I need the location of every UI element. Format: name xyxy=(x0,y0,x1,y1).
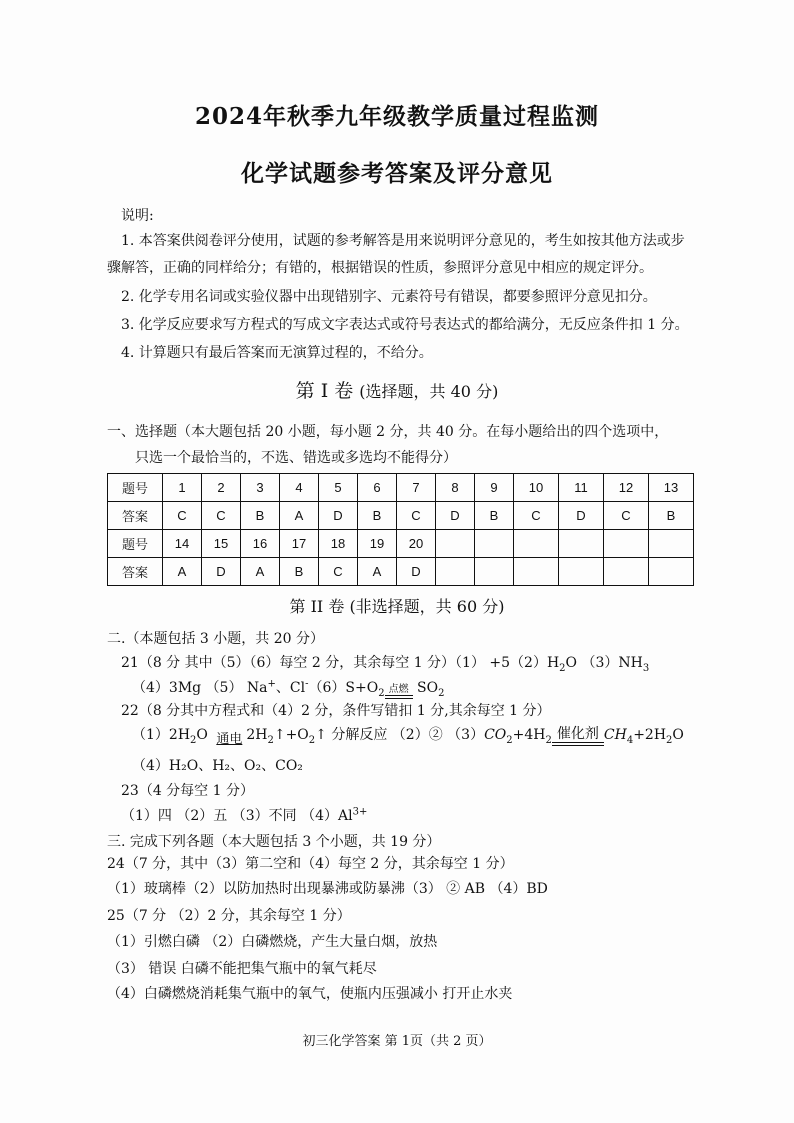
table-cell: 4 xyxy=(280,474,319,502)
q25-head: 25（7 分 （2）2 分，其余每空 1 分） xyxy=(107,908,351,924)
page-title: 2024年秋季九年级教学质量过程监测 xyxy=(194,103,599,130)
table-row xyxy=(108,558,694,586)
table-cell: 12 xyxy=(604,474,649,502)
table-cell xyxy=(475,530,514,558)
note-2: 2. 化学专用名词或实验仪器中出现错别字、元素符号有错误，都要参照评分意见扣分。 xyxy=(121,289,657,305)
table-cell: 7 xyxy=(397,474,436,502)
table-cell: C xyxy=(163,502,202,530)
table-cell: D xyxy=(559,502,604,530)
q24-line: （1）玻璃棒（2）以防加热时出现暴沸或防暴沸（3） ② AB （4）BD xyxy=(107,881,548,897)
table-cell: B xyxy=(280,558,319,586)
table-cell: 11 xyxy=(559,474,604,502)
table-cell: C xyxy=(319,558,358,586)
table-cell: C xyxy=(202,502,241,530)
condition-label: 催化剂 xyxy=(556,725,599,742)
table-cell: 14 xyxy=(163,530,202,558)
table-cell: D xyxy=(319,502,358,530)
condition-label: 通电 xyxy=(216,731,243,747)
table-row xyxy=(108,474,694,502)
table-cell: B xyxy=(649,502,694,530)
table-cell: 10 xyxy=(514,474,559,502)
table-cell: 13 xyxy=(649,474,694,502)
table-cell xyxy=(514,530,559,558)
table-cell xyxy=(649,530,694,558)
table-cell xyxy=(475,558,514,586)
part1-sub: (选择题，共 40 分) xyxy=(359,382,499,401)
q25-line-1: （1）引燃白磷 （2）白磷燃烧，产生大量白烟，放热 xyxy=(107,934,438,950)
q22-line-2: $(1)2H_2O$ 通电 $2H_2↑+O_2↑$ 分解反应 （2）② $(3)CO_2+4H_2$ 催化剂 $CH_4+2H_2O$ xyxy=(132,725,684,747)
part2-sub: (非选择题，共 60 分) xyxy=(349,597,505,616)
q24-head: 24（7 分，其中（3）第二空和（4）每空 2 分，其余每空 1 分） xyxy=(107,856,514,872)
table-cell: C xyxy=(514,502,559,530)
page-footer: 初三化学答案 第 1页（共 2 页） xyxy=(302,1034,492,1049)
table-cell xyxy=(649,558,694,586)
q25-line-3: （4）白磷燃烧消耗集气瓶中的氧气，使瓶内压强减小 打开止水夹 xyxy=(107,986,513,1002)
table-cell: 8 xyxy=(436,474,475,502)
table-cell: 18 xyxy=(319,530,358,558)
note-1-line-1: 1. 本答案供阅卷评分使用，试题的参考解答是用来说明评分意见的，考生如按其他方法或步 xyxy=(121,233,685,249)
table-cell xyxy=(514,558,559,586)
table-cell: D xyxy=(397,558,436,586)
page-subtitle: 化学试题参考答案及评分意见 xyxy=(241,160,553,187)
table-cell: C xyxy=(604,502,649,530)
table-cell: 20 xyxy=(397,530,436,558)
answer-table xyxy=(107,473,694,586)
table-cell: 1 xyxy=(163,474,202,502)
table-cell: B xyxy=(475,502,514,530)
q21-line-2: （4）3Mg （5） Na+、$Cl^-(6)S+O_2$ 点燃 $SO_2$ xyxy=(132,678,445,699)
table-cell: 5 xyxy=(319,474,358,502)
table-cell xyxy=(604,530,649,558)
table-cell: 9 xyxy=(475,474,514,502)
table-row xyxy=(108,530,694,558)
table-cell: 16 xyxy=(241,530,280,558)
table-row-label: 答案 xyxy=(108,502,163,530)
condition-label: 点燃 xyxy=(388,683,409,695)
note-1-line-2: 骤解答，正确的同样给分；有错的，根据错误的性质，参照评分意见中相应的规定评分。 xyxy=(107,260,653,276)
table-row-label: 题号 xyxy=(108,530,163,558)
section3-heading: 三. 完成下列各题（本大题包括 3 个小题，共 19 分） xyxy=(107,834,441,850)
table-cell: B xyxy=(358,502,397,530)
section1-line-2: 只选一个最恰当的，不选、错选或多选均不能得分） xyxy=(135,450,457,466)
table-cell: D xyxy=(436,502,475,530)
table-cell: C xyxy=(397,502,436,530)
table-cell: 3 xyxy=(241,474,280,502)
part1-label: 第 I 卷 xyxy=(295,380,354,402)
q22-head: 22（8 分其中方程式和（4）2 分，条件写错扣 1 分,其余每空 1 分） xyxy=(121,703,551,719)
table-cell: 17 xyxy=(280,530,319,558)
q21-line-1: 21（8 分 其中（5）（6）每空 2 分，其余每空 1 分）$(1) +5(2)H_2O$ $(3)NH_3$ xyxy=(121,655,650,674)
table-cell xyxy=(604,558,649,586)
table-cell xyxy=(436,558,475,586)
table-cell: 19 xyxy=(358,530,397,558)
table-cell xyxy=(436,530,475,558)
notes-heading: 说明: xyxy=(121,208,154,224)
part2-title xyxy=(0,594,794,617)
table-cell: A xyxy=(280,502,319,530)
q23-line: （1）四 （2）五 （3）不同 $(4)Al^{3+}$ xyxy=(121,806,368,824)
table-cell: D xyxy=(202,558,241,586)
q22-line-3: （4）H₂O、H₂、O₂、CO₂ xyxy=(132,758,303,774)
table-cell: A xyxy=(163,558,202,586)
q23-head: 23（4 分每空 1 分） xyxy=(121,783,254,799)
note-3: 3. 化学反应要求写方程式的写成文字表达式或符号表达式的都给满分，无反应条件扣 1 分。 xyxy=(121,317,689,333)
table-cell xyxy=(559,530,604,558)
table-row-label: 题号 xyxy=(108,474,163,502)
table-cell xyxy=(559,558,604,586)
table-cell: A xyxy=(358,558,397,586)
part2-label: 第 II 卷 xyxy=(289,597,345,616)
section1-line-1: 一、选择题（本大题包括 20 小题，每小题 2 分，共 40 分。在每小题给出的四个选项中， xyxy=(107,424,669,440)
table-cell: A xyxy=(241,558,280,586)
part1-title xyxy=(0,376,794,403)
table-row xyxy=(108,502,694,530)
section2-heading: 二.（本题包括 3 小题，共 20 分） xyxy=(107,631,324,647)
table-row-label: 答案 xyxy=(108,558,163,586)
q25-line-2: （3） 错误 白磷不能把集气瓶中的氧气耗尽 xyxy=(107,961,377,977)
note-4: 4. 计算题只有最后答案而无演算过程的，不给分。 xyxy=(121,345,433,361)
table-cell: 2 xyxy=(202,474,241,502)
table-cell: 6 xyxy=(358,474,397,502)
table-cell: B xyxy=(241,502,280,530)
table-cell: 15 xyxy=(202,530,241,558)
